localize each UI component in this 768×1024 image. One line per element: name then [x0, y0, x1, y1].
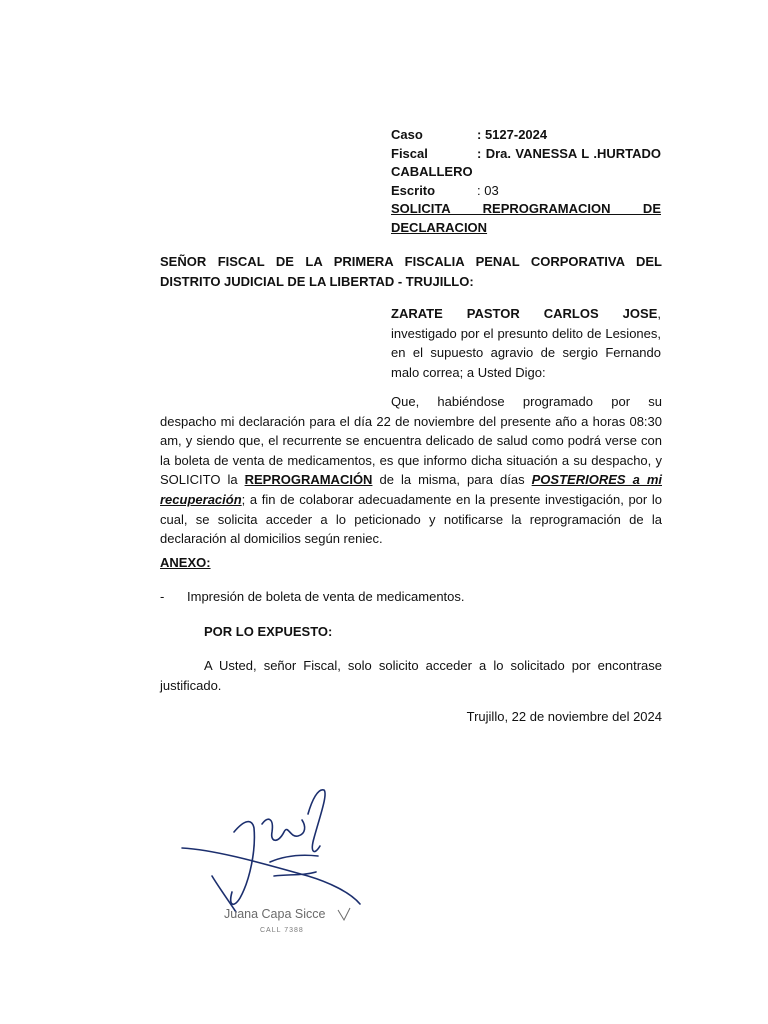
closing-paragraph: [160, 656, 662, 695]
writ-row: [391, 182, 661, 201]
body-emphasis-2: POSTERIORES a mi recuperación: [160, 472, 662, 507]
subject-line-1: SOLICITA REPROGRAMACION DE: [391, 201, 661, 216]
case-header: [391, 126, 661, 237]
conclusion-heading: POR LO EXPUESTO:: [204, 624, 333, 639]
case-row: [391, 126, 661, 145]
prosecutor-row-cont: [391, 163, 661, 182]
stamp-registration: CALL 7388: [260, 927, 304, 934]
subject-row: [391, 200, 661, 219]
case-label: Caso: [391, 127, 423, 142]
prosecutor-row: [391, 145, 661, 164]
body-text-1: Que, habiéndose programado por su despacho mi declaración para el día 22 de noviembre del presente año a horas 08:30 am, y siendo que, el recurrente se encuentra delicado de salud como podrá verse con la boleta de venta de medicamentos, es que informo dicha situación a su despacho, y SOLICITO la: [160, 394, 662, 488]
prosecutor-name-cont: CABALLERO: [391, 164, 473, 179]
annex-item: [160, 589, 465, 604]
defendant-name: ZARATE PASTOR CARLOS JOSE: [391, 306, 658, 321]
annex-bullet: -: [160, 589, 165, 604]
body-emphasis-1: REPROGRAMACIÓN: [244, 472, 373, 488]
subject-line-2: DECLARACION: [391, 219, 488, 235]
body-paragraph: [160, 392, 662, 549]
writ-number: : 03: [477, 182, 499, 198]
closing-text: A Usted, señor Fiscal, solo solicito acceder a lo solicitado por encontrase justificado.: [160, 658, 662, 693]
prosecutor-name: : Dra. VANESSA L .HURTADO: [477, 145, 661, 161]
annex-item-text: Impresión de boleta de venta de medicamentos.: [187, 589, 465, 604]
stamp-name: Juana Capa Sicce: [224, 907, 326, 921]
addressee: SEÑOR FISCAL DE LA PRIMERA FISCALIA PENAL CORPORATIVA DEL DISTRITO JUDICIAL DE LA LIBERTAD - TRUJILLO:: [160, 254, 662, 289]
intro-paragraph: [391, 304, 661, 382]
intro-text: , investigado por el presunto delito de Lesiones, en el supuesto agravio de sergio Fernando malo correa; a Usted Digo:: [391, 306, 661, 380]
handwritten-signature: [178, 780, 368, 940]
case-number: : 5127-2024: [477, 127, 548, 142]
body-text-2: de la misma, para días: [372, 472, 532, 488]
official-stamp: [224, 907, 350, 934]
prosecutor-label: Fiscal: [391, 145, 428, 161]
body-text-3: ; a fin de colaborar adecuadamente en la presente investigación, por lo cual, se solicita acceder a lo peticionado y notificarse la reprogramación de la declaración al domicilios según reniec.: [160, 491, 662, 547]
annex-title: ANEXO:: [160, 555, 211, 570]
writ-label: Escrito: [391, 182, 436, 198]
place-date: Trujillo, 22 de noviembre del 2024: [466, 709, 662, 724]
subject-row-2: [391, 219, 661, 238]
